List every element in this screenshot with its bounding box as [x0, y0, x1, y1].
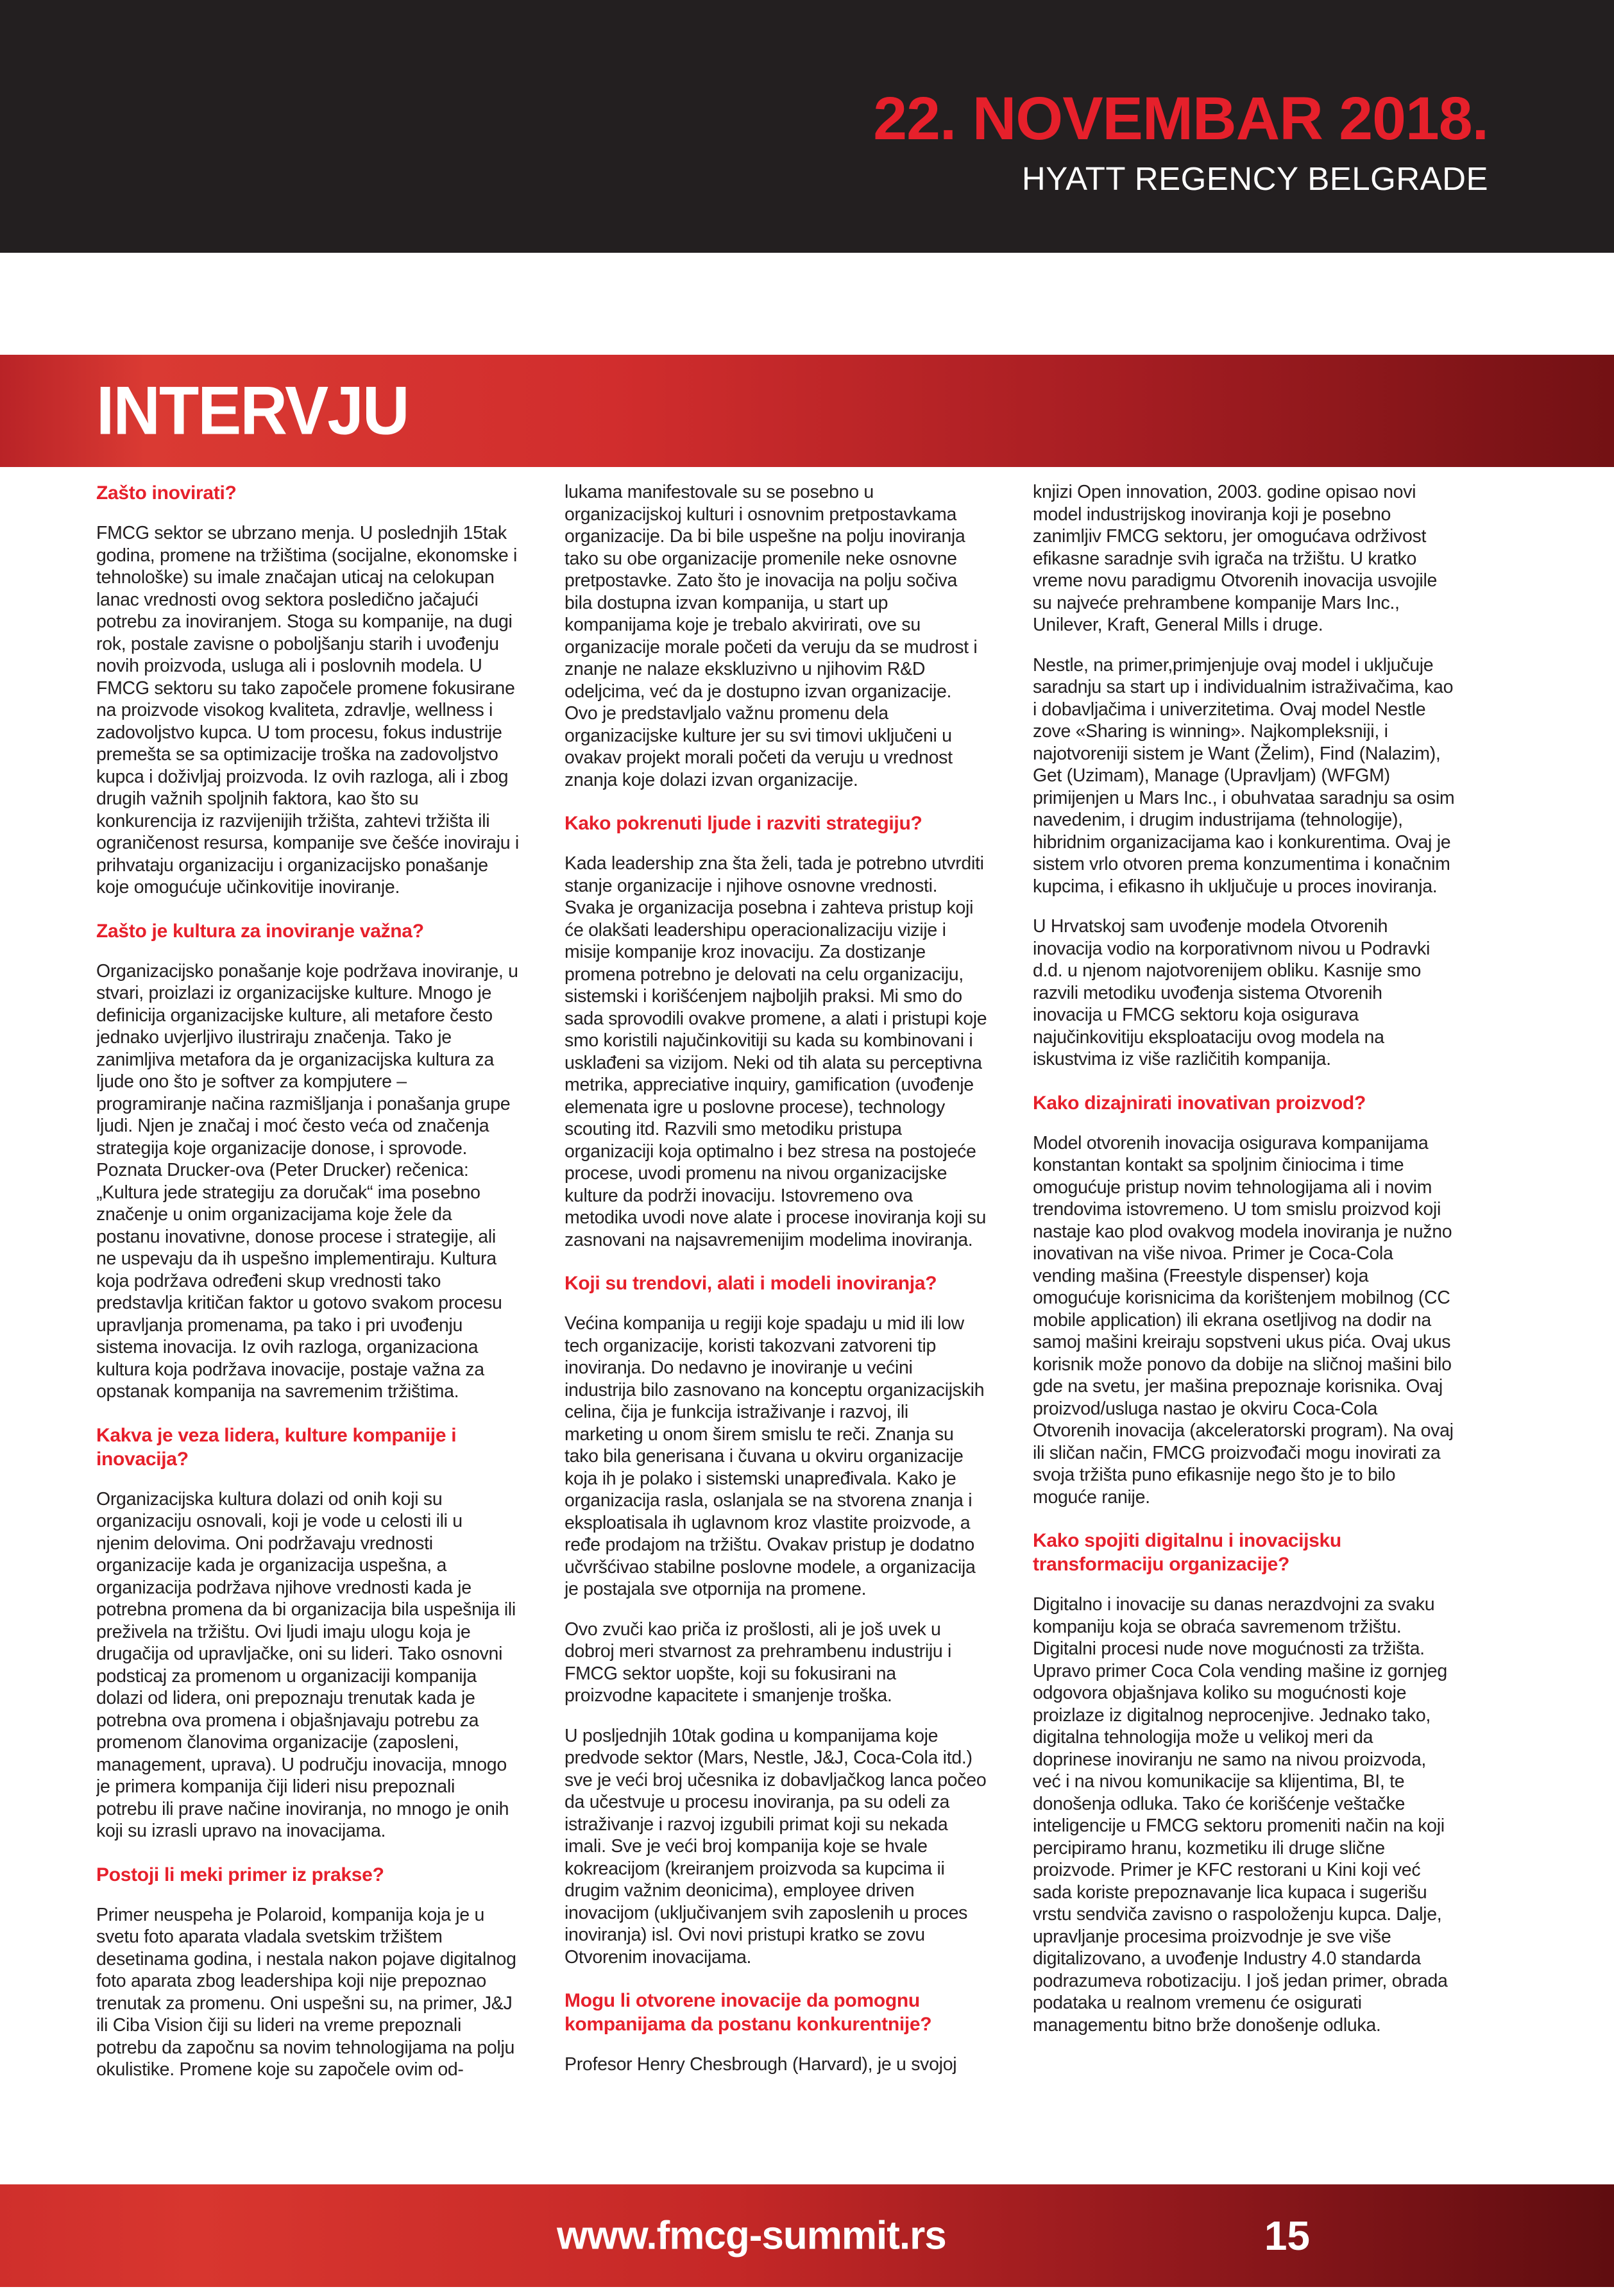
question-heading: Postoji li meki primer iz prakse?	[96, 1864, 384, 1885]
answer-paragraph: Primer neuspeha je Polaroid, kompanija koja je u svetu foto aparata vladala svetskim tržištem desetinama godina, i nestala nakon pojave digitalnog foto aparata zbog leadershipa koji nije prepoznao trenutak za promenu. Oni uspešni su, na primer, J&J ili Ciba Vision čiji su lideri na vreme prepoznali potrebu da započnu sa novim tehnologijama na polju okulistike. Promene koje su započele ovim od-	[96, 1904, 516, 2080]
answer-paragraph: Nestle, na primer,primjenjuje ovaj model i uključuje saradnju sa start up i individualnim istraživačima, kao i dobavljačima i univerzitetima. Ovaj model Nestle zove «Sharing is winning». Najkompleksniji, i najotvoreniji sistem je Want (Želim), Find (Nalazim), Get (Uzimam), Manage (Upravljam) (WFGM) primijenjen u Mars Inc., i obuhvataa saradnju sa osim navedenim, i drugim industrijama (tehnologije), hibridnim organizacijama kao i konkurentima. Ovaj je sistem vrlo otvoren prema konzumentima i konačnim kupcima, i efikasno ih uključuje u proces inoviranja.	[1033, 654, 1455, 897]
question-heading: Kako spojiti digitalnu i inovacijsku transformaciju organizacije?	[1033, 1530, 1341, 1575]
answer-paragraph: U Hrvatskoj sam uvođenje modela Otvorenih inovacija vodio na korporativnom nivou u Podravki d.d. u njenom najotvorenijem obliku. Kasnije smo razvili metodiku uvođenja sistema Otvorenih inovacija u FMCG sektoru koja osigurava najučinkovitiju eksploataciju ovog modela na iskustvima iz više različitih kompanija.	[1033, 916, 1430, 1069]
answer-paragraph: knjizi Open innovation, 2003. godine opisao novi model industrijskog inoviranja koji je posebno zanimljiv FMCG sektoru, jer omogućava održivost efikasne saradnje svih igrača na tržištu. U kratko vreme novu paradigmu Otvorenih inovacija usvojile su najveće prehrambene kompanije Mars Inc., Unilever, Kraft, General Mills i druge.	[1033, 482, 1438, 635]
answer-paragraph: FMCG sektor se ubrzano menja. U poslednjih 15tak godina, promene na tržištima (socijalne, ekonomske i tehnološke) su imale značajan uticaj na celokupan lanac vrednosti ovog sektora posledično jačajući potrebu za inoviranjem. Stoga su kompanije, na dugi rok, postale zavisne o poboljšanju starih i uvođenju novih proizvoda, usluga ali i poslovnih modela. U FMCG sektoru su tako započele promene fokusirane na proizvode visokog kvaliteta, zdravlje, wellness i zadovoljstvo kupca. U tom procesu, fokus industrije premešta se sa optimizacije troška na zadovoljstvo kupca i doživljaj proizvoda. Iz ovih razloga, ali i zbog drugih važnih spoljnih faktora, kao što su konkurencija iz razvijenijih tržišta, zahtevi tržišta ili ograničenost resursa, kompanije sve češće inoviraju i prihvataju organizaciju i organizacijsko ponašanje koje omogućuje učinkovitije inoviranje.	[96, 523, 519, 897]
event-date: 22. NOVEMBAR 2018.	[873, 85, 1488, 153]
answer-paragraph: Ovo zvuči kao priča iz prošlosti, ali je još uvek u dobroj meri stvarnost za prehrambenu industriju i FMCG sektor uopšte, koji su fokusirani na proizvodne kapacitete i smanjenje troška.	[565, 1619, 952, 1706]
answer-paragraph: Većina kompanija u regiji koje spadaju u mid ili low tech organizacije, koristi takozvani zatvoreni tip inoviranja. Do nedavno je inoviranje u većini industrija bilo zasnovano na konceptu organizacijskih celina, čija je funkcija istraživanje i razvoj, ili marketing u onom širem smislu te reči. Znanja su tako bila generisana i čuvana u okviru organizacije koja ih je polako i sistemski unapređivala. Kako je organizacija rasla, oslanjala se na stvorena znanja i eksploatisala ih uglavnom kroz vlastite proizvode, a ređe prodajom na tržištu. Ovakav pristup je dodatno učvršćivao stabilne poslovne modele, a organizacija je postajala sve otpornija na promene.	[565, 1313, 985, 1599]
answer-paragraph: Organizacijsko ponašanje koje podržava inoviranje, u stvari, proizlazi iz organizacijske kulture. Mnogo je definicija organizacijske kulture, ali metafore često jednako uvjerljivo ilustriraju značenja. Tako je zanimljiva metafora da je organizacijska kultura za ljude ono što je softver za kompjutere – programiranje načina razmišljanja i ponašanja grupe ljudi. Njen je značaj i moć često veća od značenja strategija koje organizacije donose, i sprovode. Poznata Drucker-ova (Peter Drucker) rečenica: „Kultura jede strategiju za doručak“ ima posebno značenje u onim organizacijama koje žele da postanu inovativne, donose procese i strategije, ali ne uspevaju da ih uspešno implementiraju. Kultura koja podržava određeni skup vrednosti tako predstavlja kritičan faktor u gotovo svakom procesu upravljanja promenama, pa tako i pri uvođenju sistema inovacija. Iz ovih razloga, organizaciona kultura koja podržava inovacije, postaje važna za opstanak kompanija na savremenim tržištima.	[96, 960, 518, 1402]
footer-band	[0, 2184, 1614, 2287]
answer-paragraph: U posljednjih 10tak godina u kompanijama koje predvode sektor (Mars, Nestle, J&J, Coca-Cola itd.) sve je veći broj učesnika iz dobavljačkog lanca počeo da učestvuje u procesu inoviranja, pa su odeli za istraživanje i razvoj izgubili primat koji su nekada imali. Sve je veći broj kompanija koje se hvale kokreacijom (kreiranjem proizvoda sa kupcima ii drugim važnim deonicima), employee driven inovacijom (uključivanjem svih zaposlenih u proces inoviranja) isl. Ovi novi pristupi kratko se zovu Otvorenim inovacijama.	[565, 1725, 987, 1968]
answer-paragraph: Profesor Henry Chesbrough (Harvard), je u svojoj	[565, 2054, 957, 2075]
article-column-3	[1033, 481, 1456, 2161]
answer-paragraph: lukama manifestovale su se posebno u organizacijskoj kulturi i osnovnim pretpostavkama organizacije. Da bi bile uspešne na polju inoviranja tako su obe organizacije promenile neke osnovne pretpostavke. Zato što je inovacija na polju sočiva bila dostupna izvan kompanija, u start up kompanijama koje je trebalo akvirirati, ove su organizacije morale početi da veruju da se mudrost i znanje ne nalaze ekskluzivno u njihovim R&D odeljcima, već da je dostupno izvan organizacije. Ovo je predstavljalo važnu promenu dela organizacijske kulture jer su svi timovi uključeni u ovakav projekt morali početi da veruju u vrednost znanja koje dolazi izvan organizacije.	[565, 482, 978, 790]
site-url[interactable]: www.fmcg-summit.rs	[557, 2213, 946, 2258]
article-column-1	[96, 481, 520, 2161]
answer-paragraph: Model otvorenih inovacija osigurava kompanijama konstantan kontakt sa spoljnim činiocima i time omogućuje pristup novim tehnologijama ali i novim trendovima istovremeno. U tom smislu proizvod koji nastaje kao plod ovakvog modela inoviranja je nužno inovativan na više nivoa. Primer je Coca-Cola vending mašina (Freestyle dispenser) koja omogućuje korisnicima da korištenjem mobilnog (CC mobile application) ili ekrana osetljivog na dodir na samoj mašini kreiraju sopstveni ukus pića. Ovaj ukus korisnik može ponovo da dobije na sličnoj mašini bilo gde na svetu, jer mašina prepoznaje korisnika. Ovaj proizvod/usluga nastao je okviru Coca-Cola Otvorenih inovacija (akceleratorski program). Na ovaj ili sličan način, FMCG proizvođači mogu inovirati za svoja tržišta puno efikasnije nego što je to bilo moguće ranije.	[1033, 1132, 1454, 1508]
article-column-2	[565, 481, 988, 2161]
section-title: INTERVJU	[96, 372, 409, 449]
answer-paragraph: Digitalno i inovacije su danas nerazdvojni za svaku kompaniju koja se obraća savremenom tržištu. Digitalni procesi nude nove mogućnosti za tržišta. Upravo primer Coca Cola vending mašine iz gornjeg odgovora objašnjava koliko su mogućnosti koje proizlaze iz digitalnog neprocenjive. Jednako tako, digitalna tehnologija može u velikoj meri da doprinese inoviranju ne samo na nivou proizvoda, već i na nivou komunikacije sa klijentima, BI, te donošenja odluka. Tako će korišćenje veštačke inteligencije u FMCG sektoru promeniti način na koji percipiramo hranu, kozmetiku ili druge slične proizvode. Primer je KFC restorani u Kini koji već sada koriste prepoznavanje lica kupaca i sugerišu vrstu sendviča zavisno o raspoloženju kupca. Dalje, upravljanje procesima proizvodnje je sve više digitalizovano, a uvođenje Industry 4.0 standarda podrazumeva robotizaciju. I još jedan primer, obrada podataka u realnom vremenu će osigurati managementu bitno brže donošenje odluka.	[1033, 1594, 1448, 2036]
event-info	[873, 85, 1488, 198]
question-heading: Zašto je kultura za inoviranje važna?	[96, 920, 424, 942]
section-banner	[0, 355, 1614, 467]
top-header-band	[0, 0, 1614, 253]
event-venue: HYATT REGENCY BELGRADE	[1021, 160, 1488, 197]
question-heading: Zašto inovirati?	[96, 482, 237, 504]
answer-paragraph: Organizacijska kultura dolazi od onih koji su organizaciju osnovali, koji je vode u celosti ili u njenim delovima. Oni podržavaju vrednosti organizacije kada je organizacija uspešna, a organizacija podržava njihove vrednosti kada je potrebna promena da bi organizacija bila uspešnija ili preživela na tržištu. Ovi ljudi imaju ulogu koja je drugačija od upravljačke, oni su lideri. Tako osnovni podsticaj za promenom u organizaciji kompanija dolazi od lidera, oni prepoznaju trenutak kada je potrebna ova promena i objašnjavaju potrebu za promenom članovima organizacije (zaposleni, management, uprava). U području inovacija, mnogo je primera kompanija čiji lideri nisu prepoznali potrebu ili prave načine inoviranja, no mnogo je onih koji su izrasli upravo na inovacijama.	[96, 1488, 516, 1841]
question-heading: Kako dizajnirati inovativan proizvod?	[1033, 1092, 1366, 1114]
question-heading: Kakva je veza lidera, kulture kompanije i inovacija?	[96, 1424, 457, 1470]
answer-paragraph: Kada leadership zna šta želi, tada je potrebno utvrditi stanje organizacije i njihove osnovne vrednosti. Svaka je organizacija posebna i zahteva pristup koji će olakšati leadershipu operacionalizaciju vizije i misije kompanije kroz inovaciju. Za dostizanje promena potrebno je delovati na celu organizaciju, sistemski i korišćenjem najboljih praksi. Mi smo do sada sprovodili ovakve promene, a alati i pristupi koje smo koristili najučinkovitiji su kada su kombinovani i usklađeni sa vizijom. Neki od tih alata su perceptivna metrika, appreciative inquiry, gamification (uvođenje elemenata igre u poslovne procese), technology scouting itd. Razvili smo metodiku pristupa organizaciji koja optimalno i bez stresa na postojeće procese, uvodi promenu na nivou organizacijske kulture da podrži inovaciju. Istovremeno ova metodika uvodi nove alate i procese inoviranja koji su zasnovani na najsavremenijim modelima inoviranja.	[565, 853, 987, 1250]
question-heading: Mogu li otvorene inovacije da pomognu kompanijama da postanu konkurentnije?	[565, 1990, 932, 2035]
question-heading: Koji su trendovi, alati i modeli inoviranja?	[565, 1273, 937, 1294]
page-number: 15	[1264, 2213, 1310, 2259]
question-heading: Kako pokrenuti ljude i razviti strategiju?	[565, 813, 922, 834]
article-columns	[96, 481, 1456, 2161]
